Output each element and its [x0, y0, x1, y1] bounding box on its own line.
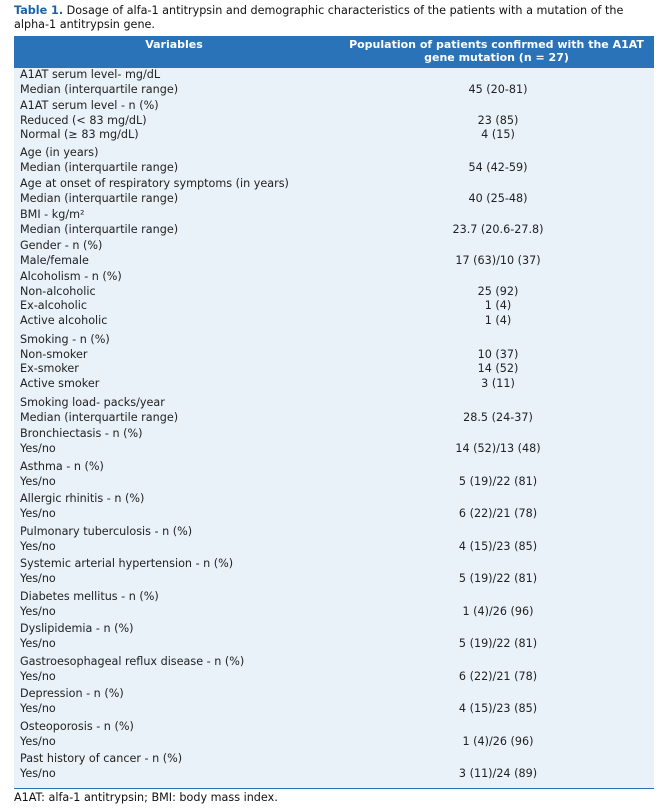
table-row: [14, 333, 654, 348]
value-cell: 4 (15)/23 (85): [458, 701, 538, 715]
variable-cell: Systemic arterial hypertension - n (%): [20, 557, 234, 570]
table-row: [14, 99, 654, 114]
table-row: [14, 254, 654, 269]
table-row: [14, 590, 654, 605]
table-row: [14, 146, 654, 161]
variable-cell: Median (interquartile range): [20, 160, 179, 174]
variable-cell: Yes/no: [20, 506, 56, 520]
table-row-group: [14, 239, 654, 270]
value-cell: 6 (22)/21 (78): [458, 669, 538, 683]
table-row-group: [14, 396, 654, 427]
table-row: [14, 223, 654, 238]
header-population-line2: gene mutation (n = 27): [424, 51, 569, 64]
table-body: [14, 68, 654, 788]
table-row-group: [14, 525, 654, 557]
variable-cell: Non-smoker: [20, 347, 88, 361]
value-cell: 4 (15): [481, 128, 515, 142]
variable-cell: Yes/no: [20, 474, 56, 488]
variable-cell: Yes/no: [20, 539, 56, 553]
header-population-line1: Population of patients confirmed with the A1AT: [349, 38, 644, 51]
table-row: [14, 507, 654, 522]
value-cell: 5 (19)/22 (81): [458, 474, 538, 488]
table-row: [14, 572, 654, 587]
table-row: [14, 427, 654, 442]
table-row: [14, 285, 654, 300]
variable-cell: Yes/no: [20, 571, 56, 585]
value-cell: 54 (42-59): [468, 160, 528, 174]
table-row: [14, 752, 654, 767]
table-row: [14, 396, 654, 411]
variable-cell: Smoking - n (%): [20, 333, 110, 346]
table-row: [14, 767, 654, 782]
table-row: [14, 270, 654, 285]
value-cell: 1 (4)/26 (96): [462, 604, 534, 618]
variable-cell: Yes/no: [20, 766, 56, 780]
table-row-group: [14, 557, 654, 590]
value-cell: 40 (25-48): [468, 191, 528, 205]
variable-cell: Smoking load- packs/year: [20, 396, 165, 409]
variable-cell: Dyslipidemia - n (%): [20, 622, 134, 635]
variable-cell: Age at onset of respiratory symptoms (in years): [20, 177, 289, 190]
table-row: [14, 687, 654, 702]
variable-cell: Ex-alcoholic: [20, 299, 87, 313]
table-row: [14, 540, 654, 555]
table-row-group: [14, 687, 654, 720]
table-row-group: [14, 492, 654, 525]
table-row: [14, 83, 654, 98]
value-cell: 5 (19)/22 (81): [458, 636, 538, 650]
table-row: [14, 605, 654, 620]
table-caption: [14, 4, 654, 32]
variable-cell: Median (interquartile range): [20, 82, 179, 96]
variable-cell: Yes/no: [20, 636, 56, 650]
value-cell: 3 (11): [481, 376, 515, 390]
value-cell: 3 (11)/24 (89): [458, 766, 538, 780]
table-row-group: [14, 460, 654, 492]
value-cell: 25 (92): [477, 284, 519, 298]
value-cell: 1 (4): [484, 313, 512, 327]
table-row-group: [14, 655, 654, 687]
variable-cell: Male/female: [20, 253, 89, 267]
variable-cell: Yes/no: [20, 734, 56, 748]
variable-cell: Ex-smoker: [20, 362, 79, 376]
table-row-group: [14, 177, 654, 208]
variable-cell: Median (interquartile range): [20, 222, 179, 236]
variable-cell: Allergic rhinitis - n (%): [20, 492, 145, 505]
variable-cell: BMI - kg/m²: [20, 208, 85, 221]
table-row-group: [14, 590, 654, 622]
variable-cell: Normal (≥ 83 mg/dL): [20, 128, 139, 142]
variable-cell: Yes/no: [20, 441, 56, 455]
table-row: [14, 492, 654, 507]
table-row: [14, 208, 654, 223]
table-row-group: [14, 752, 654, 784]
table-footnote: A1AT: alfa-1 antitrypsin; BMI: body mass index.: [14, 791, 278, 804]
table-row: [14, 702, 654, 717]
table-row: [14, 557, 654, 572]
table-row-group: [14, 208, 654, 239]
table-row: [14, 720, 654, 735]
variable-cell: Past history of cancer - n (%): [20, 752, 183, 765]
table-row: [14, 114, 654, 129]
header-variables: Variables: [145, 38, 203, 51]
table-row: [14, 362, 654, 377]
value-cell: 4 (15)/23 (85): [458, 539, 538, 553]
value-cell: 23.7 (20.6-27.8): [452, 222, 544, 236]
variable-cell: A1AT serum level - n (%): [20, 99, 159, 112]
table-row: [14, 377, 654, 392]
table-row: [14, 411, 654, 426]
value-cell: 28.5 (24-37): [463, 410, 533, 424]
table-caption-text: Dosage of alfa-1 antitrypsin and demographic characteristics of the patients with a mutation of the alpha-1 antitrypsin gene.: [14, 4, 624, 31]
table-row: [14, 239, 654, 254]
variable-cell: Reduced (< 83 mg/dL): [20, 113, 147, 127]
variable-cell: Pulmonary tuberculosis - n (%): [20, 525, 193, 538]
variable-cell: Yes/no: [20, 669, 56, 683]
variable-cell: Gender - n (%): [20, 239, 103, 252]
table-row: [14, 348, 654, 363]
table-row: [14, 314, 654, 329]
value-cell: 23 (85): [477, 113, 519, 127]
table-bottom-rule: [14, 788, 654, 789]
value-cell: 45 (20-81): [468, 82, 528, 96]
table-row: [14, 177, 654, 192]
variable-cell: A1AT serum level- mg/dL: [20, 68, 161, 81]
variable-cell: Active alcoholic: [20, 313, 108, 327]
table-row-group: [14, 720, 654, 752]
table-row: [14, 475, 654, 490]
table-row-group: [14, 270, 654, 333]
value-cell: 6 (22)/21 (78): [458, 506, 538, 520]
table-row: [14, 735, 654, 750]
variable-cell: Yes/no: [20, 604, 56, 618]
variable-cell: Age (in years): [20, 146, 99, 159]
table-caption-label: Table 1.: [14, 4, 64, 17]
value-cell: 17 (63)/10 (37): [455, 253, 541, 267]
variable-cell: Yes/no: [20, 701, 56, 715]
table-header: [14, 36, 654, 68]
value-cell: 10 (37): [477, 347, 519, 361]
table-row: [14, 128, 654, 143]
table-row-group: [14, 333, 654, 396]
table-row: [14, 460, 654, 475]
table-row: [14, 670, 654, 685]
table-row-group: [14, 427, 654, 460]
variable-cell: Alcoholism - n (%): [20, 270, 122, 283]
variable-cell: Median (interquartile range): [20, 410, 179, 424]
value-cell: 14 (52)/13 (48): [455, 441, 541, 455]
value-cell: 5 (19)/22 (81): [458, 571, 538, 585]
variable-cell: Depression - n (%): [20, 687, 124, 700]
table-row: [14, 637, 654, 652]
table-row: [14, 525, 654, 540]
table-row-group: [14, 99, 654, 146]
table-row: [14, 655, 654, 670]
table-row-group: [14, 622, 654, 655]
variable-cell: Diabetes mellitus - n (%): [20, 590, 159, 603]
value-cell: 14 (52): [477, 362, 519, 376]
variable-cell: Asthma - n (%): [20, 460, 104, 473]
table-row-group: [14, 146, 654, 177]
variable-cell: Non-alcoholic: [20, 284, 96, 298]
table-row: [14, 161, 654, 176]
variable-cell: Osteoporosis - n (%): [20, 720, 134, 733]
table-row: [14, 442, 654, 457]
value-cell: 1 (4)/26 (96): [462, 734, 534, 748]
table-row: [14, 192, 654, 207]
value-cell: 1 (4): [484, 299, 512, 313]
variable-cell: Median (interquartile range): [20, 191, 179, 205]
variable-cell: Active smoker: [20, 376, 100, 390]
table-row: [14, 622, 654, 637]
header-population: [344, 38, 649, 64]
table-row-group: [14, 68, 654, 99]
variable-cell: Gastroesophageal reflux disease - n (%): [20, 655, 245, 668]
table-row: [14, 299, 654, 314]
variable-cell: Bronchiectasis - n (%): [20, 427, 143, 440]
table-row: [14, 68, 654, 83]
